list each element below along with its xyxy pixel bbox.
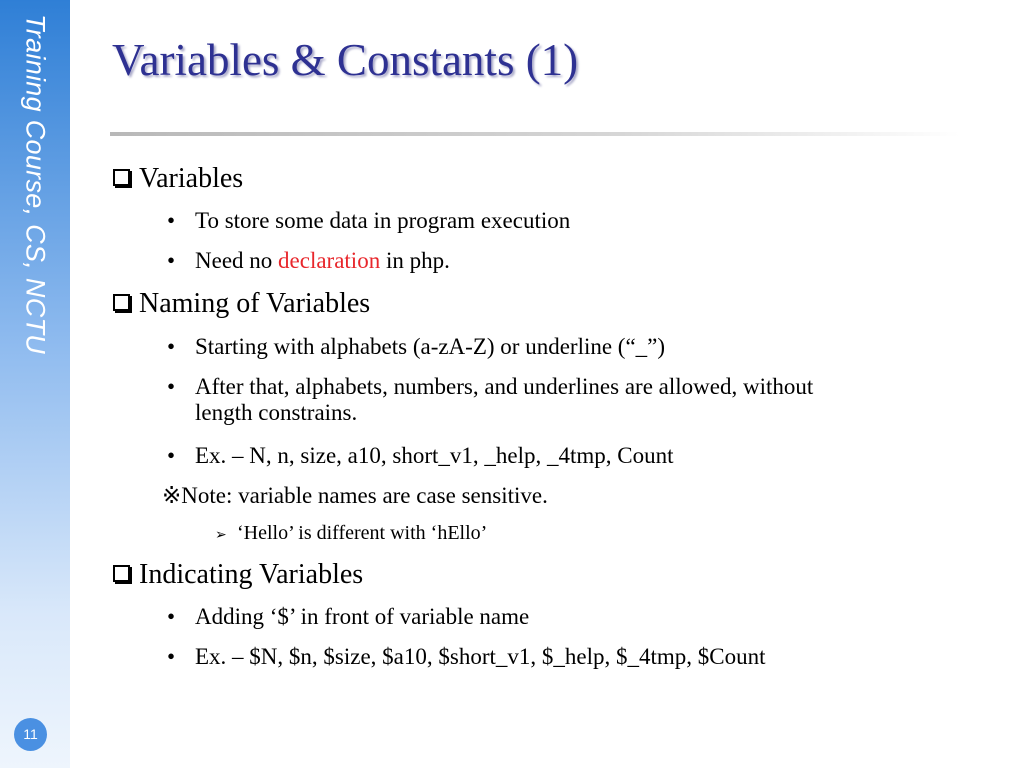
checkbox-bullet-icon <box>113 169 130 186</box>
list-item <box>167 644 766 670</box>
list-item <box>167 374 813 426</box>
list-item-text: To store some data in program execution <box>195 208 571 233</box>
section-heading: Naming of Variables <box>139 288 371 319</box>
sidebar-course-label: Training Course, CS, NCTU <box>20 14 51 355</box>
list-item-text: Ex. – N, n, size, a10, short_v1, _help, _4tmp, Count <box>195 443 674 468</box>
section-variables <box>113 163 243 195</box>
bullet-dot-icon: • <box>167 644 176 669</box>
list-item-text: Starting with alphabets (a-zA-Z) or underline (“_”) <box>195 334 666 359</box>
list-item-text: Ex. – $N, $n, $size, $a10, $short_v1, $_help, $_4tmp, $Count <box>195 644 766 669</box>
list-item-text-continued: length constrains. <box>195 400 358 425</box>
section-naming <box>113 288 370 320</box>
section-heading: Variables <box>139 163 244 194</box>
list-item-text: Need no <box>195 248 279 273</box>
slide-title: Variables & Constants (1) <box>112 35 579 85</box>
list-item <box>167 443 674 469</box>
sub-list-item <box>215 522 487 545</box>
title-divider <box>110 132 960 136</box>
sidebar <box>0 0 70 768</box>
bullet-dot-icon: • <box>167 374 176 399</box>
arrow-bullet-icon: ➢ <box>215 527 227 543</box>
section-indicating <box>113 559 363 591</box>
bullet-dot-icon: • <box>167 248 176 273</box>
list-item <box>167 208 570 234</box>
bullet-dot-icon: • <box>167 334 176 359</box>
checkbox-bullet-icon <box>113 565 130 582</box>
case-sensitivity-note: ※Note: variable names are case sensitive. <box>162 483 548 508</box>
bullet-dot-icon: • <box>167 443 176 468</box>
list-item <box>167 248 450 274</box>
section-heading: Indicating Variables <box>139 559 364 590</box>
list-item-text: in php. <box>380 248 450 273</box>
declaration-highlight: declaration <box>278 248 381 273</box>
list-item-text: Adding ‘$’ in front of variable name <box>195 604 530 629</box>
page-number-badge: 11 <box>14 718 47 751</box>
bullet-dot-icon: • <box>167 604 176 629</box>
checkbox-bullet-icon <box>113 294 130 311</box>
bullet-dot-icon: • <box>167 208 176 233</box>
list-item-text: After that, alphabets, numbers, and underlines are allowed, without <box>195 374 814 399</box>
sub-list-item-text: ‘Hello’ is different with ‘hEllo’ <box>237 522 488 544</box>
list-item <box>167 334 665 360</box>
list-item <box>167 604 529 630</box>
